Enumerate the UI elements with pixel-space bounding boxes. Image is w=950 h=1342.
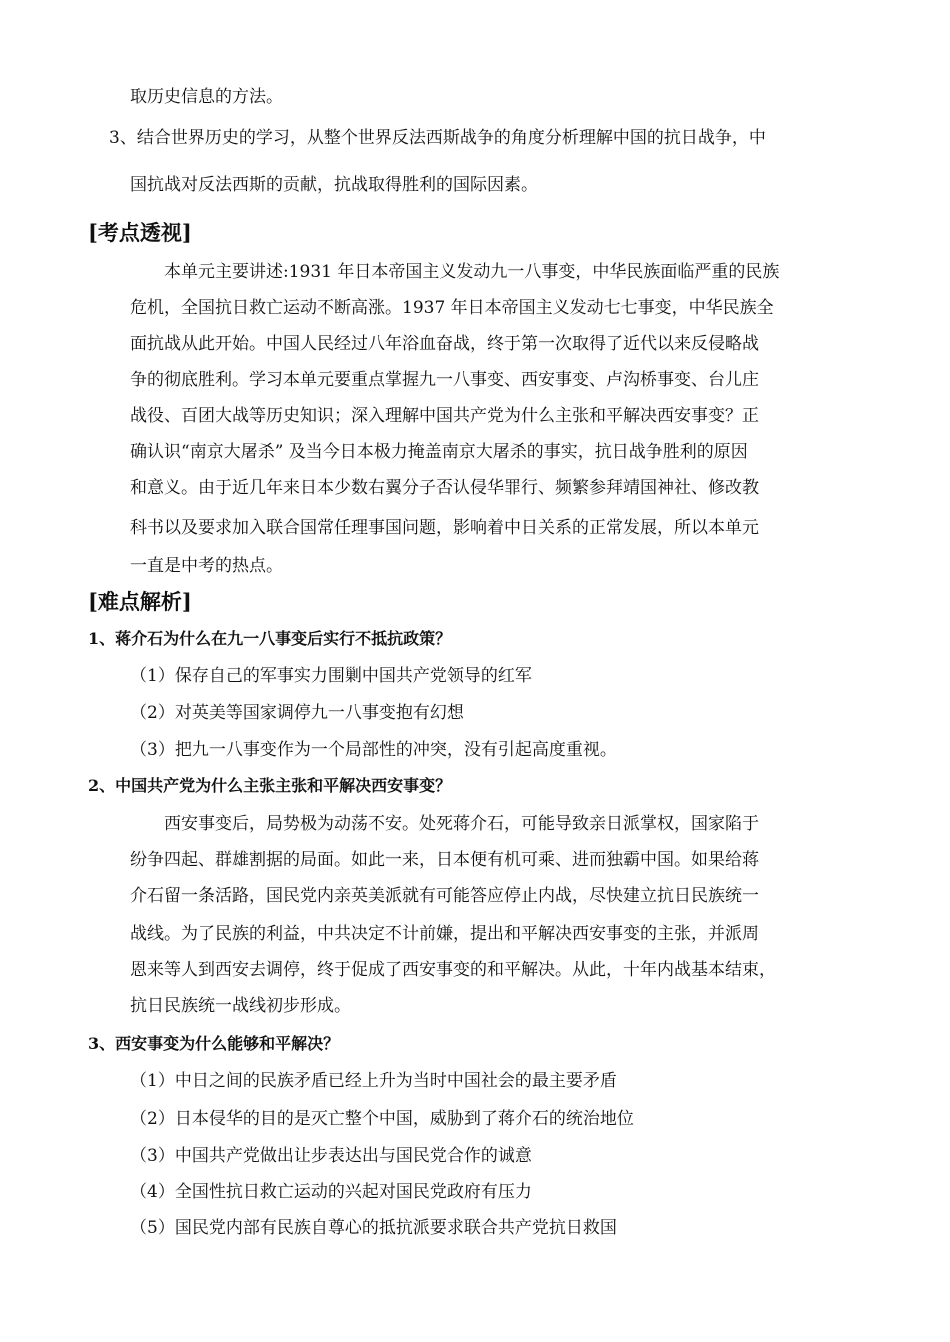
q3-list-item: （1）中日之间的民族矛盾已经上升为当时中国社会的最主要矛盾 <box>130 1071 617 1091</box>
intro-point3-line2: 国抗战对反法西斯的贡献，抗战取得胜利的国际因素。 <box>130 175 538 195</box>
q2-paragraph-line: 介石留一条活路，国民党内亲英美派就有可能答应停止内战，尽快建立抗日民族统一 <box>130 886 759 906</box>
focus-paragraph-line: 面抗战从此开始。中国人民经过八年浴血奋战，终于第一次取得了近代以来反侵略战 <box>130 334 759 354</box>
focus-paragraph-line: 争的彻底胜利。学习本单元要重点掌握九一八事变、西安事变、卢沟桥事变、台儿庄 <box>130 370 759 390</box>
focus-paragraph-line: 确认识“南京大屠杀” 及当今日本极力掩盖南京大屠杀的事实，抗日战争胜利的原因 <box>130 442 748 462</box>
q3-list-item: （3）中国共产党做出让步表达出与国民党合作的诚意 <box>130 1146 532 1166</box>
question-3-title: 3、西安事变为什么能够和平解决？ <box>88 1034 340 1053</box>
q2-paragraph-line: 恩来等人到西安去调停，终于促成了西安事变的和平解决。从此，十年内战基本结束， <box>130 960 776 980</box>
focus-paragraph-line: 科书以及要求加入联合国常任理事国问题，影响着中日关系的正常发展，所以本单元 <box>130 518 759 538</box>
focus-paragraph-line: 一直是中考的热点。 <box>130 556 283 576</box>
focus-paragraph-line: 危机，全国抗日救亡运动不断高涨。1937 年日本帝国主义发动七七事变，中华民族全 <box>130 298 774 318</box>
focus-paragraph-line: 和意义。由于近几年来日本少数右翼分子否认侵华罪行、频繁参拜靖国神社、修改教 <box>130 478 759 498</box>
q1-list-item: （1）保存自己的军事实力围剿中国共产党领导的红军 <box>130 666 532 686</box>
q3-list-item: （2）日本侵华的目的是灭亡整个中国，威胁到了蒋介石的统治地位 <box>130 1109 634 1129</box>
q2-paragraph-line: 纷争四起、群雄割据的局面。如此一来，日本便有机可乘、进而独霸中国。如果给蒋 <box>130 850 759 870</box>
q3-list-item: （5）国民党内部有民族自尊心的抵抗派要求联合共产党抗日救国 <box>130 1218 617 1238</box>
q1-list-item: （3）把九一八事变作为一个局部性的冲突，没有引起高度重视。 <box>130 740 617 760</box>
question-2-title: 2、中国共产党为什么主张主张和平解决西安事变？ <box>88 776 452 795</box>
question-1-title: 1、蒋介石为什么在九一八事变后实行不抵抗政策？ <box>88 629 452 648</box>
q3-list-item: （4）全国性抗日救亡运动的兴起对国民党政府有压力 <box>130 1182 532 1202</box>
q2-paragraph-line: 战线。为了民族的利益，中共决定不计前嫌，提出和平解决西安事变的主张，并派周 <box>130 924 759 944</box>
focus-paragraph-line: 本单元主要讲述:1931 年日本帝国主义发动九一八事变，中华民族面临严重的民族 <box>164 262 780 282</box>
section-heading-difficult: [难点解析] <box>88 589 192 614</box>
q1-list-item: （2）对英美等国家调停九一八事变抱有幻想 <box>130 703 464 723</box>
intro-point3-line1: 3、结合世界历史的学习，从整个世界反法西斯战争的角度分析理解中国的抗日战争，中 <box>109 128 766 148</box>
q2-paragraph-line: 西安事变后，局势极为动荡不安。处死蒋介石，可能导致亲日派掌权，国家陷于 <box>164 814 759 834</box>
section-heading-focus: [考点透视] <box>88 220 192 245</box>
focus-paragraph-line: 战役、百团大战等历史知识；深入理解中国共产党为什么主张和平解决西安事变？正 <box>130 406 759 426</box>
q2-paragraph-line: 抗日民族统一战线初步形成。 <box>130 996 351 1016</box>
intro-continuation: 取历史信息的方法。 <box>130 87 283 107</box>
